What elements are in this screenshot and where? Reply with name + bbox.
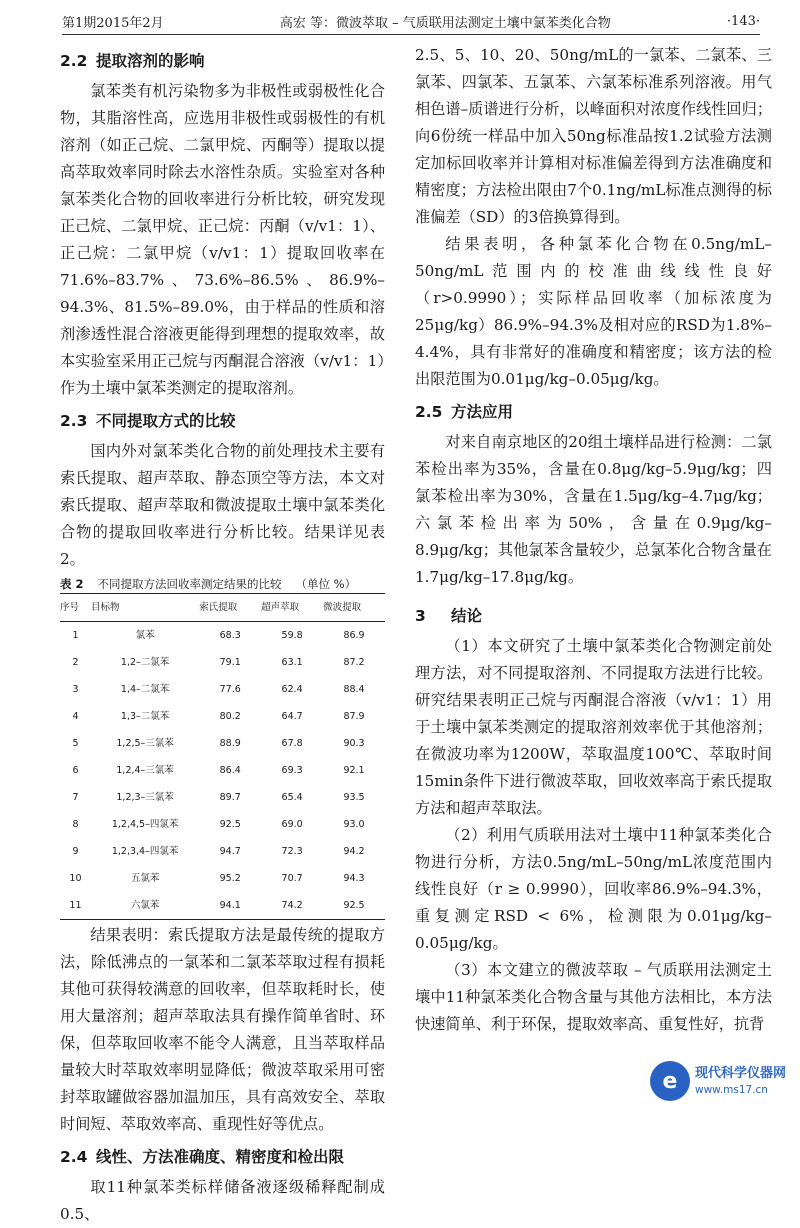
table-row bbox=[60, 703, 385, 730]
paragraph: 对来自南京地区的20组土壤样品进行检测：二氯苯检出率为35%，含量在0.8μg/kg–5.9μg/kg；四氯苯检出率为30%，含量在1.5μg/kg–4.7μg/kg；六氯苯检出率为50%，含量在0.9μg/kg–8.9μg/kg；其他氯苯含量较少，总氯苯化合物含量在1.7μg/kg–17.8μg/kg。 bbox=[415, 433, 772, 586]
table-row bbox=[60, 865, 385, 892]
site-watermark[interactable] bbox=[650, 1053, 792, 1109]
table-cell: 88.9 bbox=[219, 738, 241, 749]
table-cell: 87.2 bbox=[343, 657, 365, 668]
table-cell: 74.2 bbox=[261, 892, 323, 920]
table-cell: 92.1 bbox=[343, 765, 365, 776]
table-cell: 10 bbox=[69, 873, 82, 884]
table-cell: 1,2,5–三氯苯 bbox=[116, 738, 174, 749]
table-cell: 2 bbox=[72, 657, 79, 668]
table-row bbox=[60, 811, 385, 838]
table-cell: 88.4 bbox=[343, 684, 365, 695]
table-cell: 64.7 bbox=[281, 711, 303, 722]
table-cell: 1,2,4–三氯苯 bbox=[116, 765, 174, 776]
table-cell: 4 bbox=[72, 711, 79, 722]
table-cell: 67.8 bbox=[281, 738, 303, 749]
table-cell: 氯苯 bbox=[135, 630, 155, 641]
table-cell: 79.1 bbox=[219, 657, 241, 668]
table-cell: 92.5 bbox=[323, 892, 385, 920]
table-row bbox=[60, 784, 385, 811]
paragraph: 氯苯类有机污染物多为非极性或弱极性化合物，其脂溶性高，应选用非极性或弱极性的有机溶剂（如正己烷、二氯甲烷、丙酮等）提取以提高萃取效率同时除去水溶性杂质。实验室对各种氯苯类化合物的回收率进行分析比较，研究发现正己烷、二氯甲烷、正己烷：丙酮（v/v1：1）、正己烷：二氯甲烷（v/v1：1）提取回收率在71.6%–83.7%、73.6%–86.5%、86.9%–94.3%、81.5%–89.0%，由于样品的性质和溶剂渗透性混合溶液更能得到理想的提取效率，故本实验室采用正己烷与丙酮混合溶液（v/v1：1）作为土壤中氯苯类测定的提取溶剂。 bbox=[60, 82, 385, 397]
section-2-5-heading: 2.5 方法应用 bbox=[415, 403, 514, 421]
table-header-cell: 序号 bbox=[60, 594, 91, 622]
table-cell: 68.3 bbox=[219, 630, 241, 641]
table-cell: 63.1 bbox=[281, 657, 303, 668]
table-cell: 7 bbox=[72, 792, 79, 803]
table-cell: 5 bbox=[72, 738, 79, 749]
recovery-table bbox=[60, 593, 385, 920]
running-title: 高宏 等：微波萃取 – 气质联用法测定土壤中氯苯类化合物 bbox=[279, 15, 611, 31]
table-row bbox=[60, 730, 385, 757]
table-caption: 表 2 不同提取方法回收率测定结果的比较 （单位 %） bbox=[60, 577, 357, 591]
paragraph: 结果表明，各种氯苯化合物在0.5ng/mL–50ng/mL范围内的校准曲线线性良好（r>0.9990）；实际样品回收率（加标浓度为25μg/kg）86.9%–94.3%及相对应的RSD为1.8%–4.4%，具有非常好的准确度和精密度；该方法的检出限范围为0.01μg/kg–0.05μg/kg。 bbox=[415, 235, 772, 388]
table-cell: 70.7 bbox=[281, 873, 303, 884]
table-cell: 1,2,4,5–四氯苯 bbox=[111, 819, 179, 830]
section-2-3-heading: 2.3 不同提取方式的比较 bbox=[60, 412, 236, 430]
table-cell: 94.2 bbox=[343, 846, 365, 857]
issue-label: 第1期2015年2月 bbox=[62, 15, 164, 31]
site-logo-icon: e bbox=[650, 1061, 690, 1101]
table-cell: 92.5 bbox=[219, 819, 241, 830]
table-cell: 1,2,3,4–四氯苯 bbox=[111, 846, 179, 857]
table-row bbox=[60, 649, 385, 676]
table-cell: 1,2–二氯苯 bbox=[120, 657, 170, 668]
watermark-brand: 现代科学仪器网 bbox=[695, 1066, 787, 1081]
table-cell: 87.9 bbox=[343, 711, 365, 722]
table-cell: 94.3 bbox=[343, 873, 365, 884]
table-cell: 69.0 bbox=[281, 819, 303, 830]
table-cell: 89.7 bbox=[219, 792, 241, 803]
table-cell: 六氯苯 bbox=[91, 892, 199, 920]
table-row bbox=[60, 757, 385, 784]
table-row bbox=[60, 838, 385, 865]
page-header bbox=[62, 8, 760, 35]
paragraph: 结果表明：索氏提取方法是最传统的提取方法，除低沸点的一氯苯和二氯苯萃取过程有损耗其他可获得较满意的回收率，但萃取耗时长，使用大量溶剂；超声萃取法具有操作简单省时、环保，但萃取回收率不能令人满意，且当萃取样品量较大时萃取效率明显降低；微波萃取采用可密封萃取罐做容器加温加压，具有高效安全、萃取时间短、萃取效率高、重现性好等优点。 bbox=[60, 926, 385, 1133]
table-row bbox=[60, 892, 385, 920]
table-cell: 86.4 bbox=[219, 765, 241, 776]
table-cell: 1,3–二氯苯 bbox=[120, 711, 170, 722]
table-cell: 93.5 bbox=[343, 792, 365, 803]
table-row bbox=[60, 622, 385, 650]
table-cell: 72.3 bbox=[281, 846, 303, 857]
table-row bbox=[60, 676, 385, 703]
table-cell: 77.6 bbox=[219, 684, 241, 695]
table-cell: 86.9 bbox=[343, 630, 365, 641]
table-cell: 94.7 bbox=[219, 846, 241, 857]
table-cell: 1 bbox=[72, 630, 79, 641]
conclusion-2: （2）利用气质联用法对土壤中11种氯苯类化合物进行分析，方法0.5ng/mL–50ng/mL浓度范围内线性良好（r ≥ 0.9990），回收率86.9%–94.3%，重复测定RSD < 6%，检测限为0.01μg/kg–0.05μg/kg。 bbox=[415, 826, 772, 952]
table-cell: 65.4 bbox=[281, 792, 303, 803]
table-cell: 1,2,3–三氯苯 bbox=[116, 792, 174, 803]
table-cell: 1,4–二氯苯 bbox=[120, 684, 170, 695]
paragraph: 2.5、5、10、20、50ng/mL的一氯苯、二氯苯、三氯苯、四氯苯、五氯苯、六氯苯标准系列溶液。用气相色谱–质谱进行分析，以峰面积对浓度作线性回归；向6份统一样品中加入50ng标准品按1.2试验方法测定加标回收率并计算相对标准偏差得到方法准确度和精密度；方法检出限由7个0.1ng/mL标准点测得的标准偏差（SD）的3倍换算得到。 bbox=[415, 46, 772, 226]
table-cell: 8 bbox=[72, 819, 79, 830]
left-column bbox=[60, 42, 385, 1228]
watermark-url: www.ms17.cn bbox=[695, 1084, 768, 1096]
table-cell: 11 bbox=[60, 892, 91, 920]
table-cell: 3 bbox=[72, 684, 79, 695]
table-cell: 80.2 bbox=[219, 711, 241, 722]
section-2-4-heading: 2.4 线性、方法准确度、精密度和检出限 bbox=[60, 1148, 345, 1166]
table-cell: 90.3 bbox=[343, 738, 365, 749]
table-cell: 6 bbox=[72, 765, 79, 776]
table-cell: 95.2 bbox=[219, 873, 241, 884]
section-3-heading: 3 结论 bbox=[415, 607, 483, 625]
paragraph: 国内外对氯苯类化合物的前处理技术主要有索氏提取、超声萃取、静态顶空等方法，本文对索氏提取、超声萃取和微波提取土壤中氯苯类化合物的提取回收率进行分析比较。结果详见表2。 bbox=[60, 442, 385, 568]
table-header-cell: 索氏提取 bbox=[199, 594, 261, 622]
table-header-cell: 超声萃取 bbox=[261, 594, 323, 622]
table-header-cell: 微波提取 bbox=[323, 594, 385, 622]
table-cell: 五氯苯 bbox=[130, 873, 160, 884]
section-2-2-heading: 2.2 提取溶剂的影响 bbox=[60, 52, 205, 70]
table-cell: 93.0 bbox=[343, 819, 365, 830]
conclusion-3: （3）本文建立的微波萃取 – 气质联用法测定土壤中11种氯苯类化合物含量与其他方法相比，本方法快速简单、利于环保，提取效率高、重复性好，抗背 bbox=[415, 961, 772, 1033]
conclusion-1: （1）本文研究了土壤中氯苯类化合物测定前处理方法，对不同提取溶剂、不同提取方法进行比较。研究结果表明正己烷与丙酮混合溶液（v/v1：1）用于土壤中氯苯类测定的提取溶剂效率优于其他溶剂；在微波功率为1200W，萃取温度100℃、萃取时间15min条件下进行微波萃取，回收效率高于索氏提取方法和超声萃取法。 bbox=[415, 637, 772, 817]
table-cell: 69.3 bbox=[281, 765, 303, 776]
page-number: ·143· bbox=[726, 13, 760, 29]
table-cell: 94.1 bbox=[199, 892, 261, 920]
table-cell: 59.8 bbox=[281, 630, 303, 641]
table-header-cell: 目标物 bbox=[91, 594, 199, 622]
table-cell: 62.4 bbox=[281, 684, 303, 695]
paragraph: 取11种氯苯类标样储备液逐级稀释配制成0.5、 bbox=[60, 1178, 385, 1223]
right-column bbox=[415, 42, 772, 1038]
table-cell: 9 bbox=[72, 846, 79, 857]
